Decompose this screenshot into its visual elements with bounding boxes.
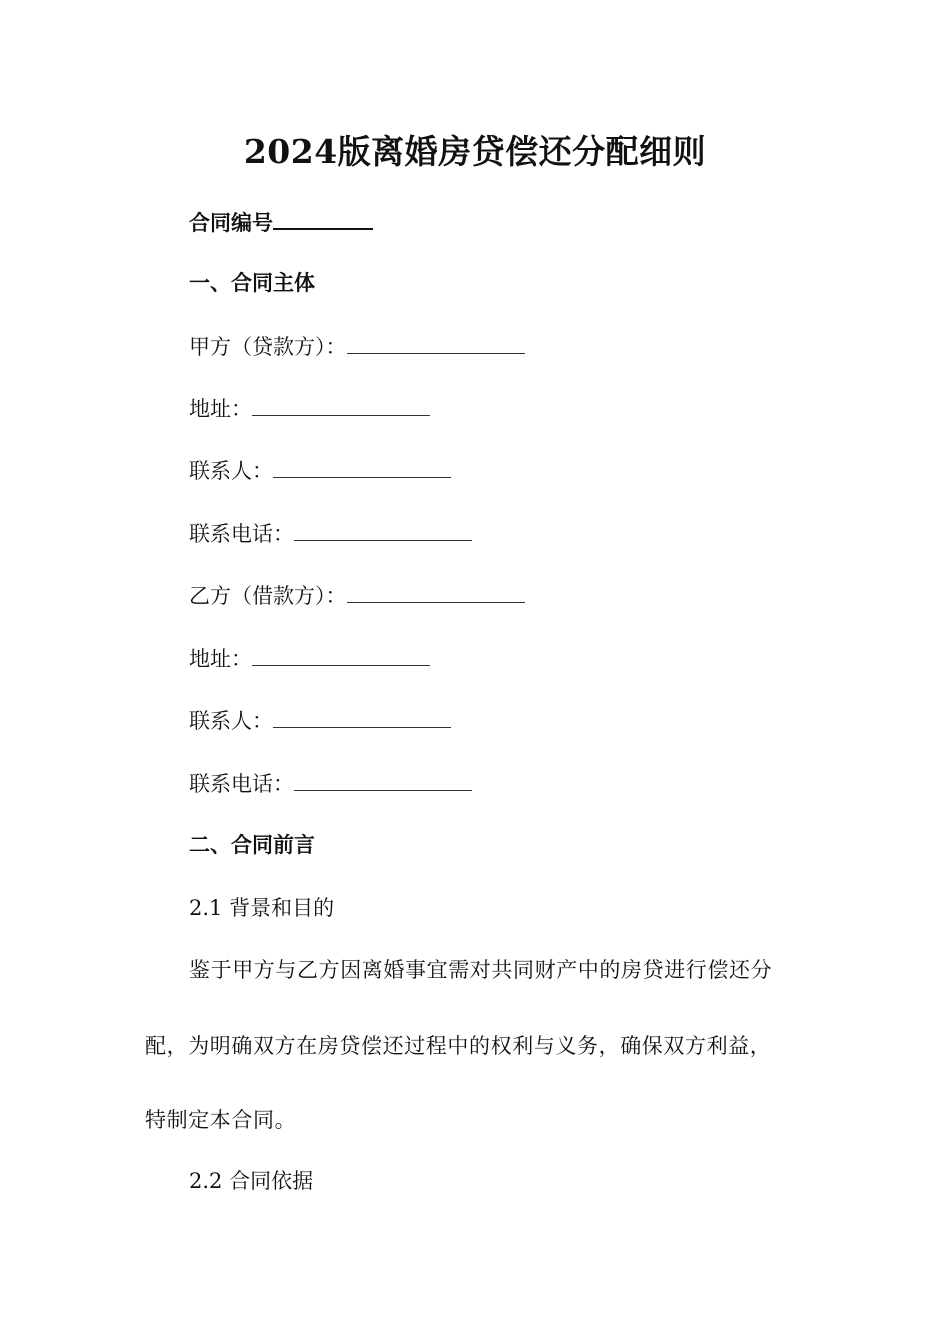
- section2-heading: 二、合同前言: [189, 832, 315, 857]
- contract-number-label: 合同编号: [189, 210, 273, 235]
- party-b-blank[interactable]: [347, 580, 525, 603]
- contract-number-row: [189, 206, 373, 238]
- party-b-contact-row: [189, 705, 451, 736]
- party-a-address-blank[interactable]: [252, 393, 430, 416]
- section1-heading: 一、合同主体: [189, 270, 315, 295]
- party-a-address-label: 地址：: [189, 397, 252, 421]
- party-a-contact-row: [189, 455, 451, 486]
- party-b-address-row: [189, 643, 430, 674]
- party-a-phone-row: [189, 518, 472, 549]
- document-title: 2024版离婚房贷偿还分配细则: [243, 132, 707, 171]
- party-b-phone-blank[interactable]: [294, 768, 472, 791]
- party-b-contact-blank[interactable]: [273, 705, 451, 728]
- party-b-phone-label: 联系电话：: [189, 772, 294, 796]
- party-a-label: 甲方（贷款方）：: [189, 335, 347, 359]
- party-b-address-label: 地址：: [189, 647, 252, 671]
- party-b-row: [189, 580, 525, 611]
- party-b-contact-label: 联系人：: [189, 709, 273, 733]
- paragraph-line-1: 鉴于甲方与乙方因离婚事宜需对共同财产中的房贷进行偿还分: [189, 958, 773, 982]
- subsection-2-2: 2.2 合同依据: [189, 1169, 314, 1193]
- contract-number-blank[interactable]: [273, 206, 373, 230]
- subsection-2-1: 2.1 背景和目的: [189, 896, 335, 920]
- party-a-blank[interactable]: [347, 331, 525, 354]
- party-b-phone-row: [189, 768, 472, 799]
- party-a-contact-blank[interactable]: [273, 455, 451, 478]
- paragraph-line-2: 配，为明确双方在房贷偿还过程中的权利与义务，确保双方利益，: [145, 1034, 772, 1058]
- party-a-phone-blank[interactable]: [294, 518, 472, 541]
- party-b-address-blank[interactable]: [252, 643, 430, 666]
- party-a-address-row: [189, 393, 430, 424]
- party-a-phone-label: 联系电话：: [189, 522, 294, 546]
- paragraph-line-3: 特制定本合同。: [145, 1108, 297, 1132]
- party-a-row: [189, 331, 525, 362]
- party-b-label: 乙方（借款方）：: [189, 584, 347, 608]
- party-a-contact-label: 联系人：: [189, 459, 273, 483]
